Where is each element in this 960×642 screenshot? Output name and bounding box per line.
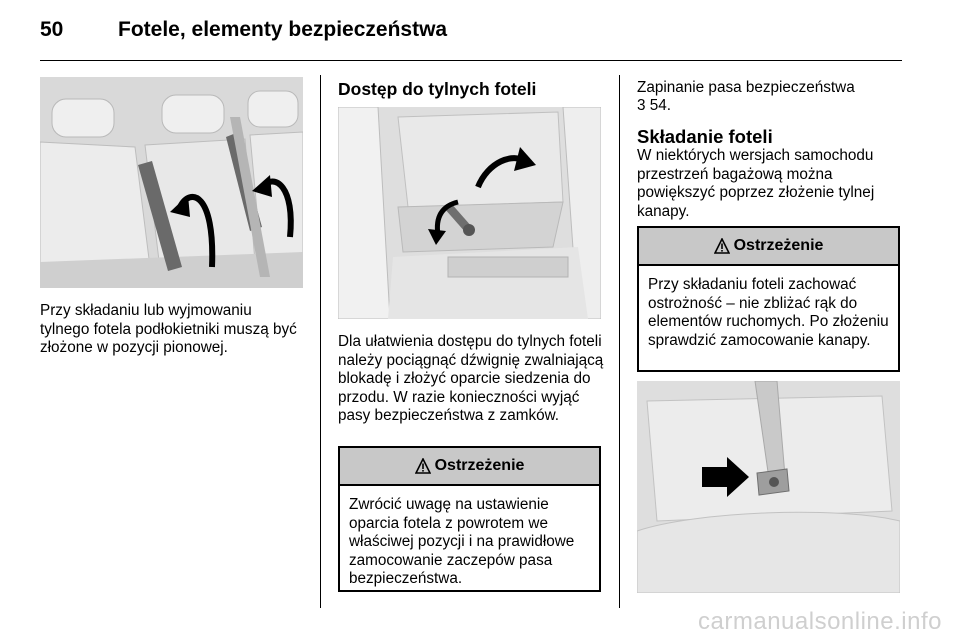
col2-heading: Dostęp do tylnych foteli — [338, 79, 537, 99]
col3-warning-title: Ostrzeżenie — [733, 237, 824, 254]
warning-triangle-icon — [714, 238, 730, 254]
column-divider-1 — [320, 75, 321, 608]
col2-warning-box — [338, 446, 601, 592]
col3-intro: Zapinanie pasa bezpieczeństwa — [637, 79, 855, 96]
col3-warning-box — [637, 226, 900, 372]
col3-intro-ref: 3 54. — [637, 97, 672, 114]
col3-warning-header — [639, 228, 898, 266]
page-title: Fotele, elementy bezpieczeństwa — [118, 18, 448, 41]
header-divider — [40, 60, 902, 61]
page-header — [40, 18, 900, 58]
col2-warning-title: Ostrzeżenie — [434, 457, 525, 474]
col3-warning-text: Przy składaniu foteli zachować ostrożność – nie zbliżać rąk do elementów ruchomych. Po złożeniu sprawdzić zamocowanie kanapy. — [648, 276, 889, 349]
col2-body: Dla ułatwienia dostępu do tylnych foteli należy pociągnąć dźwignię zwalniającą blokadę i złożyć oparcie siedzenia do przodu. W razie konieczności wyjąć pasy bezpieczeństwa z zamków. — [338, 333, 604, 424]
col1-caption: Przy składaniu lub wyjmowaniu tylnego fotela podłokietniki muszą być złożone w pozycji pionowej. — [40, 302, 297, 356]
rear-seats-armrest-illustration — [40, 77, 303, 288]
warning-triangle-icon — [415, 458, 431, 474]
col2-warning-header — [340, 448, 599, 486]
seat-belt-anchor-illustration — [637, 381, 900, 593]
col3-body: W niektórych wersjach samochodu przestrzeń bagażową można powiększyć poprzez złożenie tylnej kanapy. — [637, 147, 875, 220]
col2-warning-text: Zwrócić uwagę na ustawienie oparcia fotela z powrotem we właściwej pozycji i na prawidłowe zamocowanie zaczepów pasa bezpieczeństwa. — [349, 496, 575, 587]
col3-heading: Składanie foteli — [637, 126, 773, 147]
page-number: 50 — [40, 18, 64, 41]
seat-release-lever-illustration — [338, 107, 601, 319]
column-divider-2 — [619, 75, 620, 608]
watermark: carmanualsonline.info — [698, 608, 942, 635]
